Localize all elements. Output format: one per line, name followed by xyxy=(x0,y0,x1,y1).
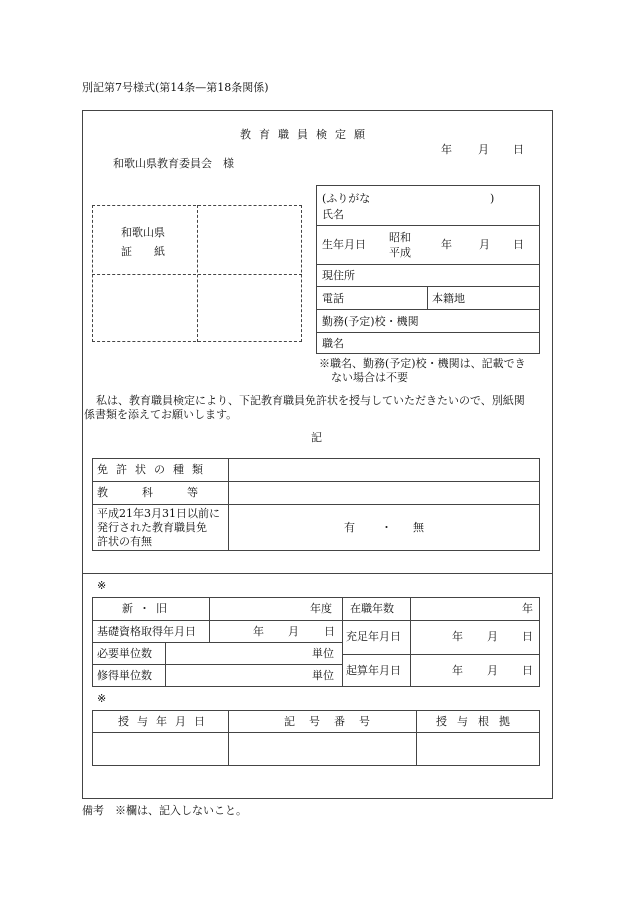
license-type-label: 免許状の種類 xyxy=(97,463,211,476)
tenure-unit: 年 xyxy=(522,602,533,615)
grant-basis-label: 授与根拠 xyxy=(436,715,520,728)
phone-label: 電話 xyxy=(322,292,344,305)
no-option: 無 xyxy=(413,521,424,534)
request-line-1: 私は、教育職員検定により、下記教育職員免許状を授与していただきたいので、別紙関 xyxy=(96,394,525,407)
subject-label: 教科等 xyxy=(97,486,232,499)
office-mark-1: ※ xyxy=(97,579,107,592)
earned-credits-unit: 単位 xyxy=(312,669,334,682)
request-line-2: 係書類を添えてお願いします。 xyxy=(84,408,238,421)
addressee: 和歌山県教育委員会 様 xyxy=(113,157,234,170)
qual-day: 日 xyxy=(324,625,335,638)
start-day: 日 xyxy=(522,664,533,677)
date-month: 月 xyxy=(478,143,489,156)
required-credits-unit: 単位 xyxy=(312,647,334,660)
date-day: 日 xyxy=(513,143,524,156)
yes-no-separator: ・ xyxy=(381,521,392,534)
era-showa: 昭和 xyxy=(389,231,411,244)
earned-credits-label: 修得単位数 xyxy=(97,669,152,682)
start-date-label: 起算年月日 xyxy=(346,664,401,677)
qualification-date-label: 基礎資格取得年月日 xyxy=(97,625,196,638)
serial-number-label: 記号番号 xyxy=(284,715,384,728)
qual-year: 年 xyxy=(253,625,264,638)
address-label: 現住所 xyxy=(322,269,355,282)
school-label: 勤務(予定)校・機関 xyxy=(322,315,419,328)
prior-license-line-2: 発行された教育職員免 xyxy=(97,521,207,534)
office-section-divider xyxy=(82,573,553,574)
remarks: 備考 ※欄は、記入しないこと。 xyxy=(82,804,247,817)
fulfill-month: 月 xyxy=(487,630,498,643)
birth-day: 日 xyxy=(513,238,524,251)
stamp-divider-h xyxy=(92,274,302,275)
required-credits-label: 必要単位数 xyxy=(97,647,152,660)
header-note: 別記第7号様式(第14条—第18条関係) xyxy=(82,81,269,94)
nendo-unit: 年度 xyxy=(310,602,332,615)
note-line-2: ない場合は不要 xyxy=(331,371,408,384)
fulfill-day: 日 xyxy=(522,630,533,643)
fulfill-year: 年 xyxy=(452,630,463,643)
stamp-label-prefecture: 和歌山県 xyxy=(121,226,165,239)
note-line-1: ※職名、勤務(予定)校・機関は、記載でき xyxy=(319,357,526,370)
birth-year: 年 xyxy=(441,238,452,251)
shin-kyu-label: 新・旧 xyxy=(122,602,173,615)
ki-label: 記 xyxy=(311,431,322,444)
form-title: 教育職員検定願 xyxy=(240,128,373,141)
stamp-label-shoshi: 証 紙 xyxy=(121,245,165,258)
grant-date-label: 授与年月日 xyxy=(118,715,213,728)
furigana-label: (ふりがな xyxy=(322,192,371,205)
date-year: 年 xyxy=(441,143,452,156)
birth-label: 生年月日 xyxy=(322,238,366,251)
prior-license-line-1: 平成21年3月31日以前に xyxy=(97,507,220,520)
era-heisei: 平成 xyxy=(389,246,411,259)
tenure-label: 在職年数 xyxy=(350,602,394,615)
start-year: 年 xyxy=(452,664,463,677)
domicile-label: 本籍地 xyxy=(432,292,465,305)
start-month: 月 xyxy=(487,664,498,677)
office-mark-2: ※ xyxy=(97,692,107,705)
yes-option: 有 xyxy=(344,521,355,534)
prior-license-line-3: 許状の有無 xyxy=(97,535,152,548)
name-label: 氏名 xyxy=(322,208,344,221)
birth-month: 月 xyxy=(479,238,490,251)
fulfillment-date-label: 充足年月日 xyxy=(346,630,401,643)
qual-month: 月 xyxy=(288,625,299,638)
position-label: 職名 xyxy=(322,337,344,350)
furigana-close: ) xyxy=(490,192,495,205)
